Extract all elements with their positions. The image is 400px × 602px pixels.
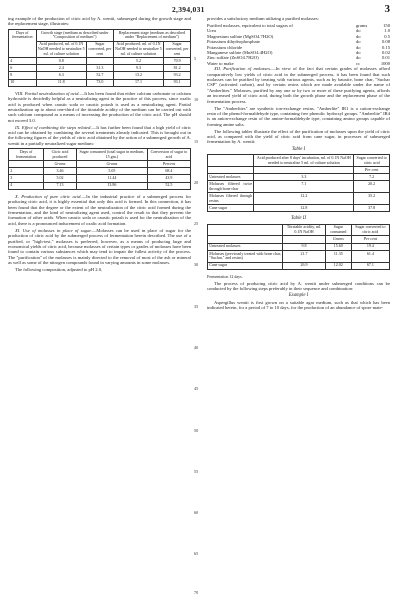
cell: Cane sugar	[208, 204, 254, 211]
th-citric: Citric acid produced	[44, 149, 77, 161]
th-empty	[208, 155, 254, 167]
cell: 9.3	[113, 65, 163, 72]
line-number: 20	[194, 180, 199, 185]
section-xii: XII. Purification of molasses.—In view of the fact that certain grades of molasses afford comparatively low yields of citric acid in the submerged process, it has been found that such molasses can be purified by treating with various agents, such as by bauxite, bone char, "Suchar CSP" (activated carbon), and by certain resins which are made available under the name of "Amberlites." Molasses, purified by any one or by two or more of these purifying agents, affords an increased yield of citric acid, during both the growth phase and the replacement phase of the fermentation process.	[207, 66, 390, 104]
cell: 8	[9, 72, 37, 79]
cell: 70.9	[164, 57, 191, 64]
section-body: It has been found that either calcium carbonate or calcium hydroxide is decidedly helpful as a neutralizing agent in the practice of this process, since oxalic acid is produced when caustic soda or caustic potash is used as a neutralizing agent. Partial neutralization up to about one-third of the titratable acidity of the medium can be carried out with such calcium compound as a means of increasing the production of the citric acid. The pH should not exceed 3.0.	[8, 90, 191, 123]
ingredient-unit: do	[356, 44, 361, 50]
line-number: 45	[194, 386, 199, 391]
unit-label: Per cent	[351, 236, 389, 243]
table-row	[208, 262, 390, 269]
section-body: In view of the fact that certain grades of molasses afford comparatively low yields of citric acid in the submerged process, it has been found that such molasses can be purified by treating with various agents, such as by bauxite, bone char, "Suchar CSP" (activated carbon), and by certain resins which are made available under the name of "Amberlites." Molasses, purified by any one or by two or more of these purifying agents, affords an increased yield of citric acid, during both the growth phase and the replacement phase of the fermentation process.	[207, 66, 390, 104]
cell: 26.9	[283, 262, 326, 269]
cell: 0.8	[36, 57, 86, 64]
ingredient-unit: do	[356, 39, 361, 45]
cell	[208, 236, 283, 243]
th-growth: Growth stage (medium as described under "Composition of medium")	[36, 29, 113, 41]
cell: Molasses filtered through resins	[209, 192, 253, 203]
cell: 12.02	[325, 262, 351, 269]
cell: 31.3	[86, 65, 113, 72]
cell: 3	[9, 175, 44, 182]
section-ix: IX. Effect of combining the steps related.—It has further been found that a high yield of citric acid can be obtained by combining the several treatments already indicated. This is brought out in the following figures of the yields of citric acid obtained by the action of a submerged growth of A. wentii in a partially neutralized sugar medium:	[8, 124, 192, 146]
cell: 5.02	[44, 175, 77, 182]
patent-number: 2,394,031	[172, 5, 205, 14]
cell	[254, 167, 354, 174]
cell: 4	[9, 182, 44, 189]
unit-label: Percent	[147, 161, 190, 168]
table-row	[208, 181, 390, 193]
cell: 52.5	[147, 182, 190, 189]
unit-label: Grams	[44, 161, 77, 168]
cell: 93.2	[164, 72, 191, 79]
section-body: In the industrial practice of a submerged process for producing citric acid, it is highly essential that only this acid is formed. In this connection, it has been found that the degree or the extent of the neutralization of the citric acid formed during the fermentation, and the kind of neutralizing agent used, control the result in that they prevent the formation of other acids. When caustic soda or caustic potash is used for the neutralization of the acid, there is a pronounced inducement of oxalic acid formation.	[8, 193, 191, 226]
line-number: 15	[194, 139, 199, 144]
cell: 12.8	[254, 204, 354, 211]
ingredient-amount: 1000	[380, 60, 390, 66]
unit-label: Grams	[76, 161, 147, 168]
cell: 7.1	[254, 181, 354, 193]
paragraph-amberlites: The "Amberlites" are synthetic ion-exchange resins. "Amberlite" IR1 is a cation-exchange resin of the phenol-formaldehyde type, containing free phenolic hydroxyl groups. "Amberlite" IR4 is an anion-exchange resin of the amine-formaldehyde type, containing amino groups capable of forming amine salts.	[207, 105, 390, 127]
ingredient-unit: do	[356, 33, 361, 39]
th-sugar-2: Sugar converted, per cent	[165, 41, 189, 56]
unit-label: Per cent	[354, 167, 390, 174]
table-row	[9, 79, 191, 86]
section-viii: VIII. Partial neutralization of acid.—It has been found that either calcium carbonate or calcium hydroxide is decidedly helpful as a neutralizing agent in the practice of this process, since oxalic acid is produced when caustic soda or caustic potash is used as a neutralizing agent. Partial neutralization up to about one-third of the titratable acidity of the medium can be carried out with such calcium compound as a means of increasing the production of the citric acid. The pH should not exceed 3.0.	[8, 90, 191, 123]
cell	[208, 167, 254, 174]
ingredient-amount: 1.0	[384, 28, 390, 34]
table-ii-title: Table II	[291, 216, 306, 222]
line-number: 60	[194, 510, 199, 515]
table-row	[208, 250, 390, 262]
cell: 81.2	[164, 65, 191, 72]
right-column	[207, 16, 390, 312]
cell: 43.9	[147, 175, 190, 182]
cell: Molasses filtered twice through bone char	[209, 181, 253, 191]
ingredient-amount: 0.5	[384, 33, 390, 39]
th-titratable: Titratable acidity, ml. 0.1N NaOH	[283, 224, 326, 236]
cell: 52.7	[86, 72, 113, 79]
cell: 21.7	[283, 250, 326, 262]
th-sugar: Sugar converted, per cent	[88, 41, 112, 56]
left-intro: ing example of the production of citric acid by A. wentii, submerged during the growth stage and the replacement stage, illustrates:	[8, 16, 191, 27]
ingredient-name: Manganese sulfate (MnSO4.4H2O)	[207, 49, 273, 55]
table-row	[9, 57, 191, 64]
cell: 6.3	[36, 72, 86, 79]
th-replacement: Replacement stage (medium as described under "Replacement of medium")	[113, 29, 190, 41]
cell: 4	[9, 57, 37, 64]
table-row	[9, 72, 191, 79]
ingredient-unit: do	[356, 28, 361, 34]
th-sugar-consumed: Sugar consumed	[325, 224, 351, 236]
line-number: 10	[194, 97, 199, 102]
cell: Molasses (previously treated with bone char, "Suchar," and resins)	[209, 250, 282, 261]
section-body: It has further been found that a high yield of citric acid can be obtained by combining the several treatments already indicated. This is brought out in the following figures of the yields of citric acid obtained by the action of a submerged growth of A. wentii in a partially neutralized sugar medium:	[8, 124, 192, 146]
th-days: Days of fermentation	[9, 29, 37, 57]
cell: 93.1	[164, 79, 191, 86]
th-acid-2: Acid produced, ml. of 0.1N NaOH needed to neutralize 5 ml. of culture solution	[115, 41, 162, 56]
page-number: 3	[384, 3, 390, 15]
section-heading: VIII. Partial neutralization of acid.	[15, 90, 80, 96]
th-empty	[208, 224, 283, 236]
cell: 67.1	[351, 262, 389, 269]
ingredient-name: Potassium dihydrophosphate	[207, 39, 260, 45]
unit-label: Grams	[325, 236, 351, 243]
example-body: Aspergillus wentii is first grown on a suitable agar medium, such as that which has been indicated herein, for a period of 7 to 10 days, for the production of an abundance of spore mate-	[207, 299, 390, 311]
table-ii-footnote: Fermentation 12 days.	[207, 273, 243, 279]
cell: 37.8	[354, 204, 390, 211]
cell: 2.4	[36, 65, 86, 72]
cell: 12.2	[254, 193, 354, 205]
ingredient-amount: 0.02	[381, 49, 390, 55]
cell: 13.2	[113, 72, 163, 79]
ingredient-unit: cc	[356, 60, 361, 66]
cell: 10	[9, 79, 37, 86]
ingredient-amount: 0.01	[381, 55, 390, 61]
cell: 9.8	[283, 243, 326, 250]
ingredient-name: Zinc sulfate (ZnSO4.7H2O)	[207, 55, 259, 61]
th-conversion: Conversion of sugar to acid	[147, 149, 190, 161]
line-number: 50	[194, 428, 199, 433]
table-row	[208, 204, 390, 211]
ingredient-name: Magnesium sulfate (MgSO4.7H2O)	[207, 33, 274, 39]
example-title: Example I	[288, 293, 309, 299]
cell: 15.60	[325, 243, 351, 250]
yield-table	[8, 148, 191, 190]
cell: 20.2	[354, 181, 390, 193]
paragraph-tables-intro: The following tables illustrate the effect of the purification of molasses upon the yield of citric acid, as compared with the yield of citric acid from cane sugar, in processes of submerged fermentation by A. wentii:	[207, 128, 390, 145]
section-xi: XI. Use of molasses in place of sugar.—Molasses can be used in place of sugar for the production of citric acid by the submerged process of fermentation herein described. The use of a purified, or "high-test," molasses is preferred, however, as a means of producing large and economical yields of citric acid, because molasses of certain types or grades of molasses have been found to contain various substances which may tend to impair the fullest activity of the process. The "purification" of the molasses is mainly directed to the removal of most of the ash or mineral as well as some of the nitrogen compounds found in varying amounts in some molasses.	[8, 227, 192, 266]
section-heading: XI. Use of molasses in place of sugar.	[15, 227, 92, 233]
line-number: 5	[194, 56, 197, 61]
th-days: Days of fermentation	[9, 149, 44, 161]
cell: 19.4	[351, 243, 389, 250]
ingredient-amount: 0.08	[381, 39, 390, 45]
cell: 35.2	[354, 193, 390, 205]
cell	[9, 161, 44, 168]
table-row	[208, 174, 390, 181]
cell: 2	[9, 168, 44, 175]
ingredient-amount: 150	[383, 22, 390, 28]
line-number: 25	[194, 221, 199, 226]
cell: 5.2	[113, 57, 163, 64]
ingredient-name: Potassium chloride	[207, 44, 243, 50]
cell: 13.86	[76, 182, 147, 189]
line-number: 40	[194, 345, 199, 350]
cell: 7.13	[44, 182, 77, 189]
th-acid: Acid produced, ml. of 0.1N NaOH needed to neutralize 5 ml. of culture solution	[37, 41, 85, 56]
cell: 5.05	[76, 168, 147, 175]
table-row	[9, 182, 191, 189]
cell: 3.46	[44, 168, 77, 175]
line-number: 55	[194, 469, 199, 474]
cell: Untreated molasses	[208, 243, 283, 250]
section-x: X. Production of pure citric acid.—In the industrial practice of a submerged process for producing citric acid, it is highly essential that only this acid is formed. In this connection, it has been found that the degree or the extent of the neutralization of the citric acid formed during the fermentation, and the kind of neutralizing agent used, control the result in that they prevent the formation of other acids. When caustic soda or caustic potash is used for the neutralization of the acid, there is a pronounced inducement of oxalic acid formation.	[8, 193, 191, 226]
ingredient-name: Water to make	[207, 60, 234, 66]
right-intro: provides a satisfactory medium utilizing a purified molasses:	[207, 16, 319, 21]
cell: 61.4	[351, 250, 389, 262]
th-sugar-converted: Sugar converted to citric acid	[354, 155, 390, 167]
table-i	[207, 154, 390, 212]
cell: 3.3	[254, 174, 354, 181]
cell: 17.1	[113, 79, 163, 86]
cell: 73.0	[86, 79, 113, 86]
growth-replacement-table	[8, 29, 191, 87]
table-row	[208, 193, 390, 205]
table-row	[9, 65, 191, 72]
cell: Untreated molasses	[208, 174, 254, 181]
left-column	[8, 16, 191, 274]
ingredient-list	[207, 23, 390, 66]
left-closing-line: The following composition, adjusted to pH 2.0,	[15, 267, 103, 273]
line-number: 70	[194, 590, 199, 595]
section-heading: XII. Purification of molasses.	[214, 66, 272, 72]
table-row	[208, 243, 390, 250]
table-row	[9, 175, 191, 182]
cell: Cane sugar	[208, 262, 283, 269]
table-i-title: Table I	[291, 146, 306, 152]
th-sugar-consumed: Sugar consumed (total sugar in medium, 15 gm.)	[76, 149, 147, 161]
paragraph-process: The process of producing citric acid by A. wentii under submerged conditions can be conducted by the following steps preferably in their sequence and combination:	[207, 280, 390, 291]
cell: 11.44	[76, 175, 147, 182]
table-row	[9, 168, 191, 175]
section-heading: X. Production of pure citric acid.	[15, 193, 82, 199]
line-number: 65	[194, 551, 199, 556]
line-number: 35	[194, 304, 199, 309]
th-sugar-converted: Sugar converted to citric acid	[351, 224, 389, 236]
ingredient-amount: 0.15	[381, 44, 390, 50]
ingredient-name: Purified molasses, equivalent to total sugars of	[207, 22, 293, 28]
ingredient-unit: do	[356, 49, 361, 55]
ingredient-name: Urea	[207, 28, 216, 34]
th-acid: Acid produced after 8 days' incubation, ml. of 0.1N NaOH needed to neutralize 5 ml. of culture solution	[254, 155, 354, 167]
section-heading: IX. Effect of combining the steps related.	[15, 124, 92, 130]
cell: 68.4	[147, 168, 190, 175]
cell: 7.2	[354, 174, 390, 181]
cell: 11.35	[325, 250, 351, 262]
cell: 11.8	[36, 79, 86, 86]
cell	[86, 57, 113, 64]
line-number: 30	[194, 262, 199, 267]
ingredient-unit: do	[356, 55, 361, 61]
cell	[283, 236, 326, 243]
section-body: Molasses can be used in place of sugar for the production of citric acid by the submerged process of fermentation herein described. The use of a purified, or "high-test," molasses is preferred, however, as a means of producing large and economical yields of citric acid, because molasses of certain types or grades of molasses have been found to contain various substances which may tend to impair the fullest activity of the process. The "purification" of the molasses is mainly directed to the removal of most of the ash or mineral as well as some of the nitrogen compounds found in varying amounts in some molasses.	[8, 227, 192, 266]
ingredient-unit: grams	[356, 22, 368, 28]
table-ii	[207, 224, 390, 270]
cell: 6	[9, 65, 37, 72]
